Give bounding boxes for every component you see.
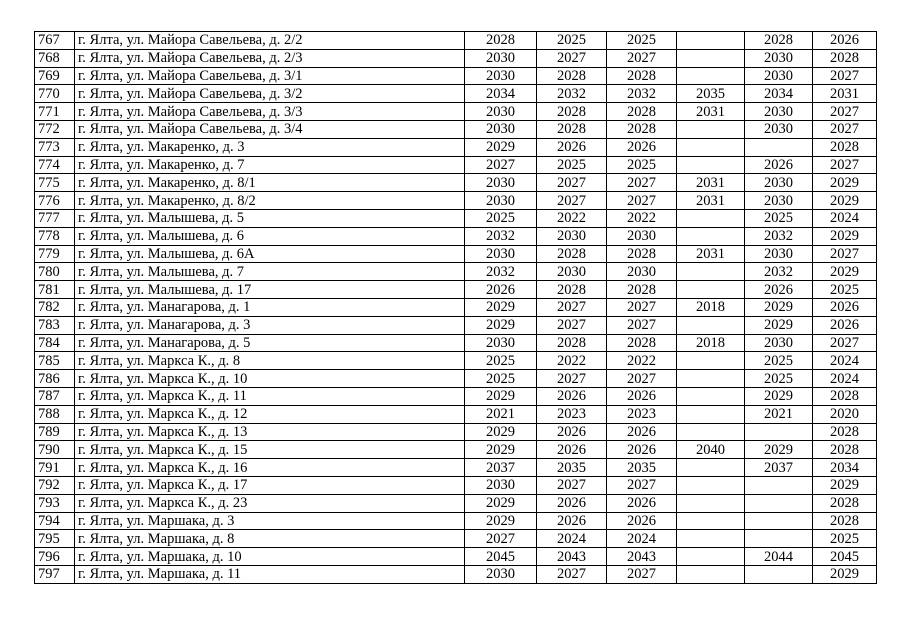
year-cell-4	[677, 476, 745, 494]
year-cell-2: 2030	[537, 227, 607, 245]
year-cell-1: 2045	[465, 548, 537, 566]
table-row	[35, 548, 877, 566]
row-number-cell: 769	[35, 67, 75, 85]
year-cell-6: 2029	[813, 192, 877, 210]
address-cell: г. Ялта, ул. Маршака, д. 3	[75, 512, 465, 530]
address-cell: г. Ялта, ул. Манагарова, д. 3	[75, 316, 465, 334]
address-cell: г. Ялта, ул. Малышева, д. 6А	[75, 245, 465, 263]
year-cell-5	[745, 565, 813, 583]
year-cell-3: 2028	[607, 334, 677, 352]
year-cell-6: 2028	[813, 512, 877, 530]
year-cell-4	[677, 352, 745, 370]
year-cell-1: 2030	[465, 120, 537, 138]
year-cell-3: 2025	[607, 156, 677, 174]
year-cell-5: 2025	[745, 209, 813, 227]
year-cell-3: 2027	[607, 192, 677, 210]
row-number-cell: 774	[35, 156, 75, 174]
year-cell-1: 2037	[465, 459, 537, 477]
year-cell-6: 2028	[813, 423, 877, 441]
row-number-cell: 776	[35, 192, 75, 210]
address-cell: г. Ялта, ул. Маркса К., д. 10	[75, 370, 465, 388]
year-cell-2: 2027	[537, 192, 607, 210]
year-cell-2: 2028	[537, 120, 607, 138]
year-cell-4: 2040	[677, 441, 745, 459]
table-row	[35, 227, 877, 245]
year-cell-2: 2030	[537, 263, 607, 281]
year-cell-6: 2029	[813, 565, 877, 583]
year-cell-4	[677, 156, 745, 174]
year-cell-3: 2028	[607, 67, 677, 85]
year-cell-5	[745, 138, 813, 156]
year-cell-6: 2027	[813, 103, 877, 121]
year-cell-5: 2030	[745, 334, 813, 352]
year-cell-6: 2027	[813, 67, 877, 85]
year-cell-6: 2024	[813, 209, 877, 227]
year-cell-2: 2026	[537, 494, 607, 512]
year-cell-1: 2025	[465, 352, 537, 370]
table-row	[35, 494, 877, 512]
year-cell-2: 2022	[537, 352, 607, 370]
row-number-cell: 790	[35, 441, 75, 459]
row-number-cell: 797	[35, 565, 75, 583]
year-cell-1: 2029	[465, 441, 537, 459]
row-number-cell: 784	[35, 334, 75, 352]
year-cell-2: 2027	[537, 49, 607, 67]
year-cell-5: 2029	[745, 441, 813, 459]
year-cell-6: 2020	[813, 405, 877, 423]
table-row	[35, 263, 877, 281]
year-cell-2: 2026	[537, 423, 607, 441]
year-cell-1: 2034	[465, 85, 537, 103]
year-cell-2: 2024	[537, 530, 607, 548]
year-cell-4	[677, 281, 745, 299]
year-cell-1: 2030	[465, 565, 537, 583]
year-cell-1: 2030	[465, 476, 537, 494]
year-cell-3: 2027	[607, 49, 677, 67]
table-row	[35, 192, 877, 210]
row-number-cell: 782	[35, 298, 75, 316]
row-number-cell: 773	[35, 138, 75, 156]
year-cell-6: 2028	[813, 441, 877, 459]
year-cell-3: 2023	[607, 405, 677, 423]
year-cell-1: 2030	[465, 67, 537, 85]
year-cell-5: 2044	[745, 548, 813, 566]
address-cell: г. Ялта, ул. Макаренко, д. 8/2	[75, 192, 465, 210]
year-cell-6: 2029	[813, 227, 877, 245]
address-cell: г. Ялта, ул. Майора Савельева, д. 3/3	[75, 103, 465, 121]
address-cell: г. Ялта, ул. Малышева, д. 6	[75, 227, 465, 245]
year-cell-1: 2025	[465, 370, 537, 388]
table-row	[35, 565, 877, 583]
year-cell-5: 2026	[745, 281, 813, 299]
year-cell-5: 2030	[745, 192, 813, 210]
table-row	[35, 334, 877, 352]
year-cell-2: 2028	[537, 67, 607, 85]
year-cell-5	[745, 476, 813, 494]
address-cell: г. Ялта, ул. Майора Савельева, д. 3/1	[75, 67, 465, 85]
year-cell-3: 2027	[607, 370, 677, 388]
year-cell-3: 2026	[607, 441, 677, 459]
year-cell-6: 2027	[813, 245, 877, 263]
year-cell-2: 2023	[537, 405, 607, 423]
year-cell-6: 2029	[813, 174, 877, 192]
year-cell-5: 2021	[745, 405, 813, 423]
year-cell-1: 2029	[465, 512, 537, 530]
year-cell-4	[677, 423, 745, 441]
year-cell-1: 2029	[465, 494, 537, 512]
row-number-cell: 779	[35, 245, 75, 263]
year-cell-2: 2027	[537, 565, 607, 583]
year-cell-4	[677, 138, 745, 156]
year-cell-5: 2032	[745, 227, 813, 245]
year-cell-3: 2043	[607, 548, 677, 566]
table-row	[35, 174, 877, 192]
year-cell-5: 2025	[745, 370, 813, 388]
address-cell: г. Ялта, ул. Майора Савельева, д. 2/3	[75, 49, 465, 67]
address-cell: г. Ялта, ул. Макаренко, д. 8/1	[75, 174, 465, 192]
row-number-cell: 795	[35, 530, 75, 548]
row-number-cell: 772	[35, 120, 75, 138]
year-cell-1: 2030	[465, 174, 537, 192]
year-cell-5: 2025	[745, 352, 813, 370]
row-number-cell: 778	[35, 227, 75, 245]
row-number-cell: 777	[35, 209, 75, 227]
table-row	[35, 316, 877, 334]
table-row	[35, 352, 877, 370]
year-cell-1: 2029	[465, 298, 537, 316]
address-cell: г. Ялта, ул. Маркса К., д. 11	[75, 387, 465, 405]
year-cell-1: 2030	[465, 192, 537, 210]
year-cell-6: 2027	[813, 156, 877, 174]
year-cell-2: 2026	[537, 387, 607, 405]
year-cell-6: 2045	[813, 548, 877, 566]
year-cell-5: 2030	[745, 67, 813, 85]
year-cell-4	[677, 405, 745, 423]
table-row	[35, 530, 877, 548]
year-cell-1: 2021	[465, 405, 537, 423]
year-cell-3: 2022	[607, 352, 677, 370]
row-number-cell: 785	[35, 352, 75, 370]
year-cell-2: 2025	[537, 156, 607, 174]
year-cell-3: 2026	[607, 387, 677, 405]
year-cell-3: 2025	[607, 32, 677, 50]
year-cell-2: 2028	[537, 245, 607, 263]
row-number-cell: 770	[35, 85, 75, 103]
year-cell-2: 2026	[537, 512, 607, 530]
address-cell: г. Ялта, ул. Маршака, д. 8	[75, 530, 465, 548]
year-cell-3: 2022	[607, 209, 677, 227]
year-cell-6: 2025	[813, 281, 877, 299]
year-cell-2: 2026	[537, 441, 607, 459]
year-cell-1: 2027	[465, 156, 537, 174]
year-cell-1: 2030	[465, 103, 537, 121]
year-cell-5: 2029	[745, 387, 813, 405]
table-row	[35, 387, 877, 405]
year-cell-1: 2029	[465, 387, 537, 405]
year-cell-6: 2028	[813, 387, 877, 405]
table-body	[35, 32, 877, 584]
row-number-cell: 791	[35, 459, 75, 477]
year-cell-5: 2030	[745, 49, 813, 67]
year-cell-5	[745, 512, 813, 530]
year-cell-1: 2029	[465, 316, 537, 334]
table-row	[35, 405, 877, 423]
year-cell-5	[745, 423, 813, 441]
address-cell: г. Ялта, ул. Маршака, д. 11	[75, 565, 465, 583]
year-cell-6: 2027	[813, 120, 877, 138]
address-cell: г. Ялта, ул. Маркса К., д. 12	[75, 405, 465, 423]
address-cell: г. Ялта, ул. Маркса К., д. 8	[75, 352, 465, 370]
year-cell-2: 2027	[537, 174, 607, 192]
year-cell-6: 2028	[813, 49, 877, 67]
table-row	[35, 120, 877, 138]
row-number-cell: 796	[35, 548, 75, 566]
year-cell-4	[677, 263, 745, 281]
year-cell-1: 2027	[465, 530, 537, 548]
address-cell: г. Ялта, ул. Маркса К., д. 23	[75, 494, 465, 512]
table-row	[35, 209, 877, 227]
year-cell-3: 2027	[607, 565, 677, 583]
address-cell: г. Ялта, ул. Малышева, д. 7	[75, 263, 465, 281]
year-cell-2: 2043	[537, 548, 607, 566]
year-cell-4: 2031	[677, 103, 745, 121]
year-cell-4	[677, 494, 745, 512]
table-row	[35, 245, 877, 263]
year-cell-4	[677, 459, 745, 477]
year-cell-3: 2035	[607, 459, 677, 477]
year-cell-6: 2025	[813, 530, 877, 548]
year-cell-6: 2029	[813, 476, 877, 494]
year-cell-6: 2026	[813, 32, 877, 50]
year-cell-5	[745, 530, 813, 548]
address-cell: г. Ялта, ул. Майора Савельева, д. 3/2	[75, 85, 465, 103]
year-cell-6: 2026	[813, 298, 877, 316]
year-cell-6: 2028	[813, 494, 877, 512]
year-cell-1: 2029	[465, 138, 537, 156]
year-cell-1: 2026	[465, 281, 537, 299]
address-cell: г. Ялта, ул. Макаренко, д. 7	[75, 156, 465, 174]
table-row	[35, 138, 877, 156]
table-row	[35, 281, 877, 299]
year-cell-2: 2027	[537, 316, 607, 334]
year-cell-5: 2034	[745, 85, 813, 103]
year-cell-5: 2037	[745, 459, 813, 477]
year-cell-1: 2029	[465, 423, 537, 441]
year-cell-2: 2022	[537, 209, 607, 227]
row-number-cell: 767	[35, 32, 75, 50]
year-cell-2: 2035	[537, 459, 607, 477]
address-cell: г. Ялта, ул. Маркса К., д. 16	[75, 459, 465, 477]
year-cell-6: 2027	[813, 334, 877, 352]
year-cell-4: 2035	[677, 85, 745, 103]
year-cell-3: 2024	[607, 530, 677, 548]
year-cell-3: 2028	[607, 245, 677, 263]
year-cell-2: 2028	[537, 281, 607, 299]
row-number-cell: 780	[35, 263, 75, 281]
row-number-cell: 781	[35, 281, 75, 299]
year-cell-5: 2030	[745, 245, 813, 263]
year-cell-4	[677, 565, 745, 583]
year-cell-5: 2030	[745, 174, 813, 192]
address-cell: г. Ялта, ул. Маркса К., д. 17	[75, 476, 465, 494]
year-cell-3: 2026	[607, 138, 677, 156]
table-row	[35, 423, 877, 441]
row-number-cell: 783	[35, 316, 75, 334]
year-cell-4	[677, 49, 745, 67]
address-cell: г. Ялта, ул. Малышева, д. 5	[75, 209, 465, 227]
year-cell-4	[677, 32, 745, 50]
year-cell-6: 2034	[813, 459, 877, 477]
year-cell-2: 2027	[537, 370, 607, 388]
year-cell-6: 2024	[813, 370, 877, 388]
year-cell-1: 2032	[465, 263, 537, 281]
table-row	[35, 370, 877, 388]
year-cell-5: 2029	[745, 298, 813, 316]
row-number-cell: 792	[35, 476, 75, 494]
address-cell: г. Ялта, ул. Майора Савельева, д. 3/4	[75, 120, 465, 138]
year-cell-1: 2030	[465, 245, 537, 263]
year-cell-2: 2027	[537, 298, 607, 316]
row-number-cell: 786	[35, 370, 75, 388]
address-cell: г. Ялта, ул. Маркса К., д. 15	[75, 441, 465, 459]
year-cell-6: 2029	[813, 263, 877, 281]
table-row	[35, 156, 877, 174]
row-number-cell: 794	[35, 512, 75, 530]
year-cell-1: 2030	[465, 334, 537, 352]
address-cell: г. Ялта, ул. Маршака, д. 10	[75, 548, 465, 566]
year-cell-3: 2030	[607, 227, 677, 245]
year-cell-4	[677, 227, 745, 245]
year-cell-3: 2027	[607, 174, 677, 192]
year-cell-3: 2027	[607, 298, 677, 316]
row-number-cell: 789	[35, 423, 75, 441]
year-cell-6: 2026	[813, 316, 877, 334]
row-number-cell: 768	[35, 49, 75, 67]
year-cell-2: 2026	[537, 138, 607, 156]
year-cell-4	[677, 316, 745, 334]
year-cell-3: 2027	[607, 476, 677, 494]
year-cell-4	[677, 120, 745, 138]
address-cell: г. Ялта, ул. Маркса К., д. 13	[75, 423, 465, 441]
table-row	[35, 459, 877, 477]
address-cell: г. Ялта, ул. Макаренко, д. 3	[75, 138, 465, 156]
year-cell-3: 2027	[607, 316, 677, 334]
year-cell-3: 2028	[607, 103, 677, 121]
year-cell-3: 2026	[607, 494, 677, 512]
row-number-cell: 771	[35, 103, 75, 121]
table-row	[35, 67, 877, 85]
year-cell-4: 2031	[677, 245, 745, 263]
year-cell-3: 2026	[607, 423, 677, 441]
year-cell-6: 2024	[813, 352, 877, 370]
row-number-cell: 787	[35, 387, 75, 405]
year-cell-5: 2030	[745, 103, 813, 121]
year-cell-4	[677, 548, 745, 566]
table-row	[35, 49, 877, 67]
year-cell-4	[677, 530, 745, 548]
year-cell-2: 2028	[537, 334, 607, 352]
address-cell: г. Ялта, ул. Манагарова, д. 5	[75, 334, 465, 352]
table-row	[35, 512, 877, 530]
year-cell-1: 2030	[465, 49, 537, 67]
table-row	[35, 85, 877, 103]
year-cell-5: 2032	[745, 263, 813, 281]
year-cell-3: 2028	[607, 281, 677, 299]
table-row	[35, 476, 877, 494]
year-cell-2: 2032	[537, 85, 607, 103]
year-cell-2: 2028	[537, 103, 607, 121]
year-cell-3: 2032	[607, 85, 677, 103]
year-cell-4	[677, 370, 745, 388]
year-cell-1: 2032	[465, 227, 537, 245]
year-cell-2: 2025	[537, 32, 607, 50]
year-cell-5: 2030	[745, 120, 813, 138]
year-cell-4: 2031	[677, 174, 745, 192]
year-cell-4	[677, 387, 745, 405]
year-cell-1: 2025	[465, 209, 537, 227]
year-cell-5	[745, 494, 813, 512]
year-cell-6: 2031	[813, 85, 877, 103]
row-number-cell: 788	[35, 405, 75, 423]
year-cell-4: 2031	[677, 192, 745, 210]
year-cell-4	[677, 209, 745, 227]
address-cell: г. Ялта, ул. Майора Савельева, д. 2/2	[75, 32, 465, 50]
year-cell-3: 2030	[607, 263, 677, 281]
year-cell-2: 2027	[537, 476, 607, 494]
table-row	[35, 103, 877, 121]
year-cell-3: 2028	[607, 120, 677, 138]
address-cell: г. Ялта, ул. Манагарова, д. 1	[75, 298, 465, 316]
year-cell-4	[677, 512, 745, 530]
row-number-cell: 793	[35, 494, 75, 512]
table-row	[35, 441, 877, 459]
year-cell-6: 2028	[813, 138, 877, 156]
year-cell-5: 2028	[745, 32, 813, 50]
row-number-cell: 775	[35, 174, 75, 192]
year-cell-5: 2026	[745, 156, 813, 174]
table-row	[35, 32, 877, 50]
address-cell: г. Ялта, ул. Малышева, д. 17	[75, 281, 465, 299]
repair-schedule-table	[34, 31, 877, 584]
year-cell-1: 2028	[465, 32, 537, 50]
table-row	[35, 298, 877, 316]
year-cell-4	[677, 67, 745, 85]
year-cell-4: 2018	[677, 334, 745, 352]
year-cell-3: 2026	[607, 512, 677, 530]
year-cell-4: 2018	[677, 298, 745, 316]
year-cell-5: 2029	[745, 316, 813, 334]
